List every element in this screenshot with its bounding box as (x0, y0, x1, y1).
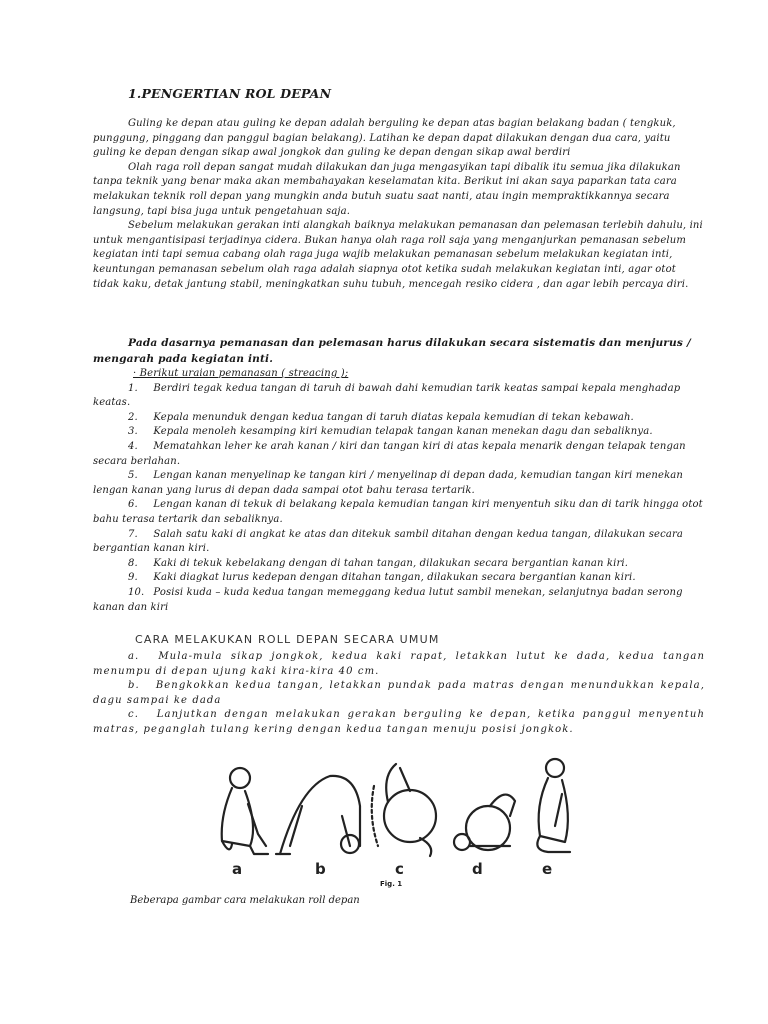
how-to-section (93, 650, 705, 738)
bold-note: Pada dasarnya pemanasan dan pelemasan harus dilakukan secara sistematis dan menjurus / mengarah pada kegiatan inti. (93, 337, 691, 365)
list-item (93, 586, 705, 615)
step-text: Kaki di tekuk kebelakang dengan di tahan tangan, dilakukan secara bergantian kanan kiri. (153, 557, 629, 569)
forward-roll-illustration (210, 746, 590, 896)
list-item (93, 650, 705, 679)
step-number: 5. (128, 470, 138, 482)
step-number: 7. (128, 528, 138, 540)
figure-caption: Beberapa gambar cara melakukan roll depan (130, 895, 360, 906)
step-number: 1. (128, 382, 138, 394)
figure-c-rolling (372, 764, 436, 856)
section-title: CARA MELAKUKAN ROLL DEPAN SECARA UMUM (135, 633, 440, 646)
figure-e-squat-end (537, 759, 570, 852)
paragraph-3: Sebelum melakukan gerakan inti alangkah baiknya melakukan pemanasan dan pelemasan terlebih dahulu, ini untuk mengantisipasi terjadinya cidera. Bukan hanya olah raga roll saja yang menganjurkan pemanasan sebelum kegiatan inti tapi semua cabang olah raga juga wajib melakukan pemanasan sebelum melakukan kegiatan inti, keuntungan pemanasan sebelum olah raga adalah siapnya otot ketika sudah melakukan kegiatan inti, agar otot tidak kaku, detak jantung stabil, meningkatkan suhu tubuh, mencegah resiko cidera , dan agar lebih percaya diri. (93, 220, 703, 290)
warmup-intro: · Berikut uraian pemanasan ( streacing ); (133, 368, 349, 379)
list-item (93, 382, 705, 411)
figure-d-tucked (454, 795, 515, 850)
list-item (93, 425, 705, 440)
paragraph-2: Olah raga roll depan sangat mudah dilakukan dan juga mengasyikan tapi dibalik itu semua jika dilakukan tanpa teknik yang benar maka akan membahayakan keselamatan kita. Berikut ini akan saya paparkan tata cara melakukan teknik roll depan yang mungkin anda butuh suatu saat nanti, atau ingin mempraktikkannya secara langsung, tapi bisa juga untuk pengetahuan saja. (93, 161, 681, 217)
figure-label-b: b (315, 860, 326, 878)
list-item (93, 571, 705, 586)
warmup-steps-list (93, 382, 705, 616)
list-item (93, 528, 705, 557)
step-text: Bengkokkan kedua tangan, letakkan pundak pada matras dengan menundukkan kepala, dagu sampai ke dada (93, 680, 705, 706)
page-title: 1.PENGERTIAN ROL DEPAN (128, 86, 332, 101)
list-item (93, 411, 705, 426)
step-text: Kepala menoleh kesamping kiri kemudian telapak tangan kanan menekan dagu dan sebaliknya. (153, 426, 653, 438)
list-item (93, 708, 705, 737)
step-number: 2. (128, 411, 138, 423)
list-item (93, 469, 705, 498)
step-number: 3. (128, 426, 138, 438)
intro-section (93, 117, 705, 292)
step-letter: b. (128, 680, 140, 692)
list-item (93, 440, 705, 469)
step-text: Mematahkan leher ke arah kanan / kiri dan tangan kiri di atas kepala menarik dengan telapak tengan secara berlahan. (93, 440, 686, 467)
figure-b-head-down (276, 776, 360, 854)
list-item (93, 557, 705, 572)
step-letter: a. (128, 651, 140, 662)
warmup-section (93, 336, 705, 615)
figure-number: Fig. 1 (380, 880, 403, 888)
step-letter: c. (128, 709, 139, 721)
figure-label-a: a (232, 860, 243, 878)
figure-label-e: e (542, 860, 553, 878)
step-text: Kepala menunduk dengan kedua tangan di taruh diatas kepala kemudian di tekan kebawah. (153, 411, 634, 423)
how-steps-list (93, 650, 705, 738)
step-text: Lengan kanan di tekuk di belakang kepala kemudian tangan kiri menyentuh siku dan di tarik hingga otot bahu terasa tertarik dan sebaliknya. (93, 499, 703, 525)
list-item (93, 498, 705, 527)
step-text: Salah satu kaki di angkat ke atas dan ditekuk sambil ditahan dengan kedua tangan, dilakukan secara bergantian kanan kiri. (93, 528, 683, 555)
step-text: Berdiri tegak kedua tangan di taruh di bawah dahi kemudian tarik keatas sampai kepala menghadap keatas. (93, 382, 681, 409)
figure-a-squat (222, 768, 268, 854)
step-number: 8. (128, 557, 138, 569)
step-text: Lengan kanan menyelinap ke tangan kiri / menyelinap di depan dada, kemudian tangan kiri menekan lengan kanan yang lurus di depan dada sampai otot bahu terasa tertarik. (93, 470, 683, 496)
step-number: 4. (128, 440, 138, 452)
step-number: 10. (128, 586, 145, 598)
step-text: Lanjutkan dengan melakukan gerakan berguling ke depan, ketika panggul menyentuh matras, peganglah tulang kering dengan kedua tangan menuju posisi jongkok. (93, 709, 705, 735)
step-number: 6. (128, 499, 138, 511)
step-text: Posisi kuda – kuda kedua tangan memeggang kedua lutut sambil menekan, selanjutnya badan serong kanan dan kiri (93, 586, 683, 613)
figure-label-c: c (395, 860, 404, 878)
step-text: Kaki diagkat lurus kedepan dengan ditahan tangan, dilakukan secara bergantian kanan kiri. (153, 572, 636, 584)
step-number: 9. (128, 572, 138, 584)
list-item (93, 679, 705, 708)
step-text: Mula-mula sikap jongkok, kedua kaki rapat, letakkan lutut ke dada, kedua tangan menumpu di depan ujung kaki kira-kira 40 cm. (93, 651, 706, 677)
paragraph-1: Guling ke depan atau guling ke depan adalah berguling ke depan atas bagian belakang badan ( tengkuk, punggung, pinggang dan panggul bagian belakang). Latihan ke depan dapat dilakukan dengan dua cara, yaitu guling ke depan dengan sikap awal jongkok dan guling ke depan dengan sikap awal berdiri (93, 118, 676, 159)
figure-label-d: d (472, 860, 483, 878)
